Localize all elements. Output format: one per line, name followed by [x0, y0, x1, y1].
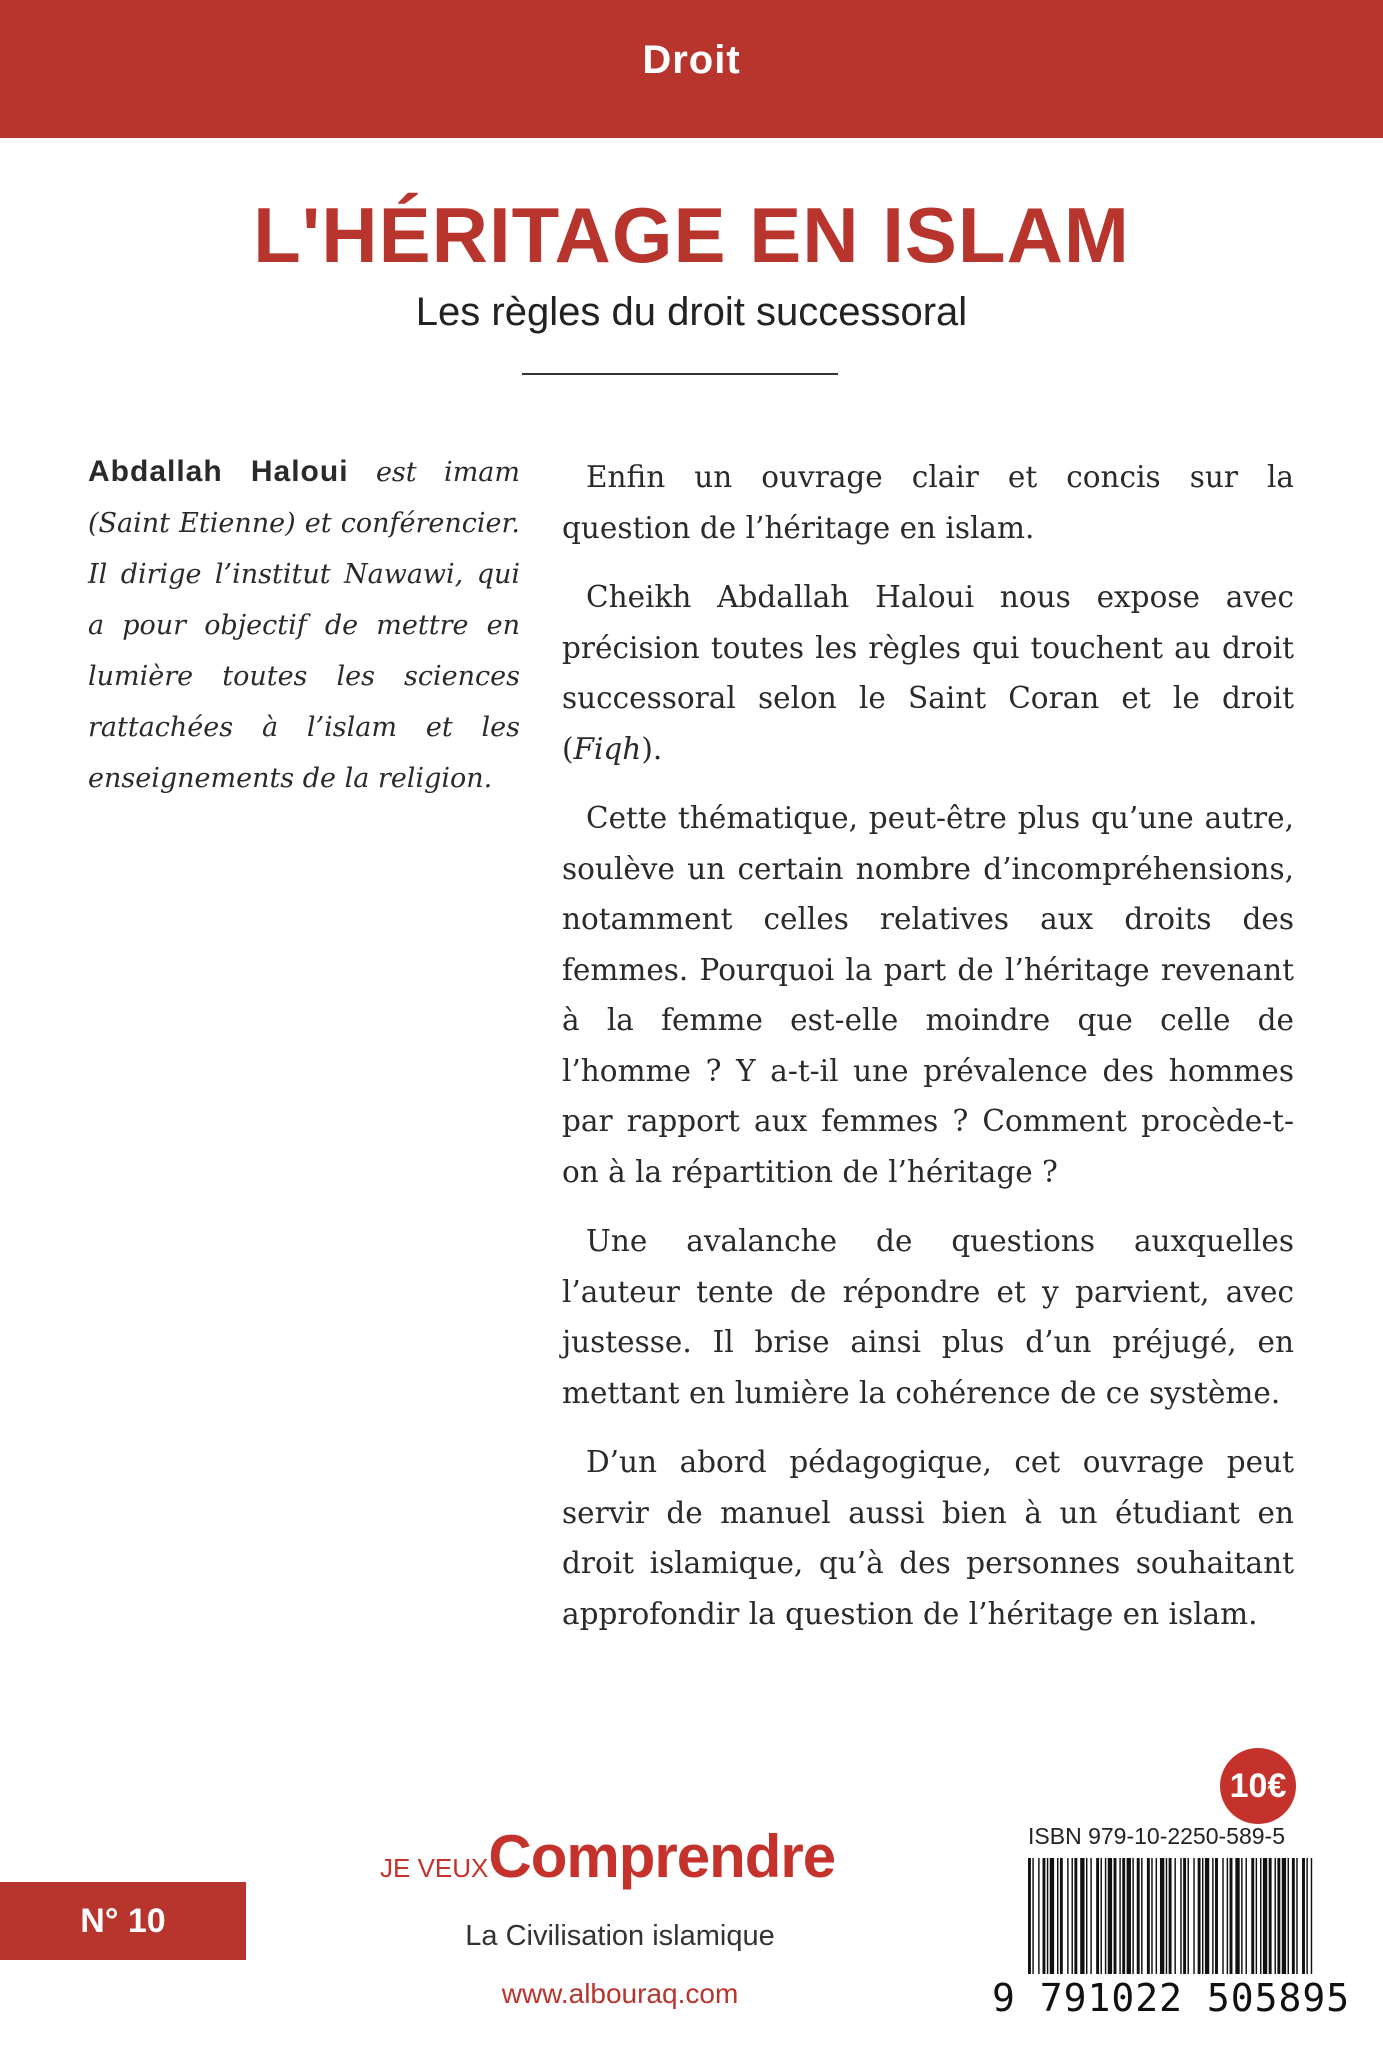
book-subtitle: Les règles du droit successoral — [415, 290, 968, 334]
series-number: N° 10 — [0, 1882, 246, 1960]
barcode-bar — [1302, 1858, 1305, 1974]
barcode-bar — [1202, 1858, 1203, 1974]
publisher-website[interactable]: www.albouraq.com — [501, 1978, 739, 2009]
barcode-bar — [1169, 1858, 1172, 1974]
description-paragraph-2-text: Cheikh Abdallah Haloui nous expose avec précision toutes les règles qui touchent au droit successoral selon le Saint Coran et le droit ( — [562, 580, 1294, 766]
barcode-bar — [1108, 1858, 1112, 1974]
barcode-bar — [1188, 1858, 1189, 1974]
barcode-bar — [1119, 1858, 1120, 1974]
price-badge: 10€ — [1220, 1748, 1296, 1824]
barcode-bar — [1311, 1858, 1312, 1974]
collection-name: Comprendre — [488, 1823, 836, 1890]
barcode-bar — [1282, 1858, 1286, 1974]
barcode-bar — [1028, 1858, 1031, 1974]
title-divider — [522, 373, 838, 375]
barcode-bar — [1256, 1858, 1257, 1974]
barcode-bar — [1241, 1858, 1242, 1974]
barcode-bar — [1275, 1858, 1276, 1974]
barcode-bar — [1101, 1858, 1102, 1974]
barcode-digits: 9 791022 505895 — [992, 1976, 1351, 2020]
barcode-bar — [1230, 1858, 1233, 1974]
barcode-bar — [1127, 1858, 1131, 1974]
barcode-bar — [1160, 1858, 1164, 1974]
description-paragraph-2-end: ). — [641, 731, 663, 766]
book-title: L'HÉRITAGE EN ISLAM — [253, 191, 1130, 279]
barcode-bar — [1246, 1858, 1247, 1974]
barcode-bar — [1067, 1858, 1068, 1974]
barcode-bar — [1114, 1858, 1117, 1974]
barcode-bar — [1296, 1858, 1297, 1974]
author-name: Abdallah Haloui — [88, 455, 349, 488]
barcode-bar — [1072, 1858, 1073, 1974]
collection-prefix: JE VEUX — [380, 1853, 489, 1883]
barcode-bar — [1174, 1858, 1175, 1974]
barcode-bar — [1032, 1858, 1033, 1974]
barcode-bar — [1227, 1858, 1228, 1974]
barcode-bar — [1050, 1858, 1054, 1974]
barcode-bar — [1156, 1858, 1157, 1974]
category-label: Droit — [642, 38, 741, 82]
barcode-bar — [1306, 1858, 1307, 1974]
barcode-bar — [1147, 1858, 1150, 1974]
barcode-bar — [1183, 1858, 1186, 1974]
barcode-bar — [1137, 1858, 1140, 1974]
barcode-bar — [1263, 1858, 1267, 1974]
book-description — [562, 452, 1294, 1658]
barcode-bar — [1151, 1858, 1152, 1974]
barcode-bar — [1043, 1858, 1046, 1974]
barcode-bar — [1074, 1858, 1077, 1974]
fiqh-term: Fiqh — [573, 731, 642, 766]
barcode-bar — [1057, 1858, 1058, 1974]
description-paragraph-2 — [562, 572, 1294, 774]
barcode-bar — [1193, 1858, 1194, 1974]
barcode-bar — [1180, 1858, 1181, 1974]
barcode-bar — [1047, 1858, 1048, 1974]
barcode-bar — [1105, 1858, 1106, 1974]
barcode-bar — [1269, 1858, 1272, 1974]
barcode-bar — [1292, 1858, 1295, 1974]
barcode-bar — [1166, 1858, 1167, 1974]
description-paragraph-1: Enfin un ouvrage clair et concis sur la question de l’héritage en islam. — [562, 460, 1294, 545]
description-paragraph-3: Cette thématique, peut-être plus qu’une autre, soulève un certain nombre d’incompréhensions, notamment celles relatives aux droits des femmes. Pourquoi la part de l’héritage revenant à la femme est-elle moindre que celle de l’homme ? Y a-t-il une prévalence des hommes par rapport aux femmes ? Comment procède-t-on à la répartition de l’héritage ? — [562, 801, 1294, 1189]
barcode-bar — [1090, 1858, 1091, 1974]
barcode-bar — [1212, 1858, 1213, 1974]
barcode-bar — [1096, 1858, 1099, 1974]
series-name: La Civilisation islamique — [465, 1920, 775, 1952]
author-bio-text: est imam (Saint Etienne) et conférencier. Il dirige l’institut Nawawi, qui a pour objectif de mettre en lumière toutes les sciences rattachées à l’islam et les enseignements de la religion. — [88, 457, 520, 794]
barcode-bar — [1277, 1858, 1280, 1974]
barcode-bar — [1205, 1858, 1209, 1974]
barcode-bar — [1198, 1858, 1201, 1974]
description-paragraph-5: D’un abord pédagogique, cet ouvrage peut servir de manuel aussi bien à un étudiant en droit islamique, qu’à des personnes souhaitant approfondir la question de l’héritage en islam. — [562, 1445, 1294, 1631]
barcode-bar — [1086, 1858, 1087, 1974]
barcode-bar — [1080, 1858, 1084, 1974]
barcode-bar — [1288, 1858, 1289, 1974]
collection-logo — [380, 1822, 835, 1891]
isbn-label: ISBN 979-10-2250-589-5 — [1028, 1823, 1285, 1849]
barcode-bar — [1038, 1858, 1039, 1974]
barcode-bar — [1222, 1858, 1223, 1974]
barcode-bar — [1060, 1858, 1063, 1974]
barcode-bar — [1235, 1858, 1239, 1974]
barcode-bar — [1141, 1858, 1142, 1974]
barcode-bar — [1132, 1858, 1133, 1974]
barcode-bar — [1215, 1858, 1218, 1974]
author-bio — [88, 446, 520, 804]
barcode-bar — [1251, 1858, 1254, 1974]
barcode-bar — [1122, 1858, 1125, 1974]
barcode-bar — [1260, 1858, 1261, 1974]
barcode-graphic — [1028, 1858, 1313, 1974]
description-paragraph-4: Une avalanche de questions auxquelles l’auteur tente de répondre et y parvient, avec justesse. Il brise ainsi plus d’un préjugé, en mettant en lumière la cohérence de ce système. — [562, 1224, 1294, 1410]
